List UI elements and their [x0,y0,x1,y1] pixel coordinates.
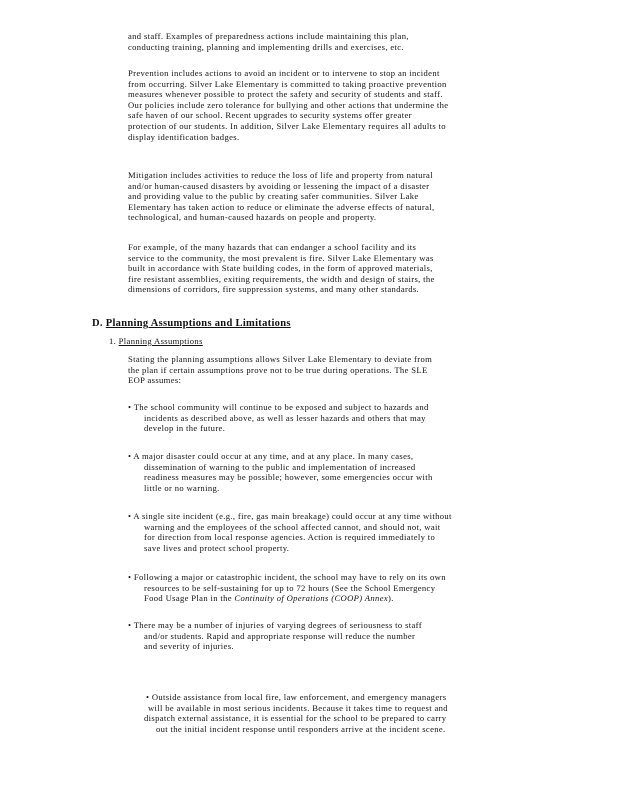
text-line: dimensions of corridors, fire suppression systems, and many other standards. [128,284,420,295]
text-line: Mitigation includes activities to reduce the loss of life and property from natural [128,170,433,180]
bullet-first-line: • Following a major or catastrophic incident, the school may have to rely on its own [128,572,446,582]
text-line: Elementary has taken action to reduce or eliminate the adverse effects of natural, [128,201,435,212]
bullet-first-line: • A single site incident (e.g., fire, gas main breakage) could occur at any time without [128,511,452,521]
prevention-paragraph [128,68,548,142]
text-line: safe haven of our school. Recent upgrades to security systems offer greater [128,110,412,121]
assumptions-intro-paragraph [128,354,548,386]
text-line: the plan if certain assumptions prove not to be true during operations. The SLE [128,364,428,375]
bullet-first-line: • A major disaster could occur at any time, and at any place. In many cases, [128,451,414,461]
text-line: Our policies include zero tolerance for bullying and other actions that undermine the [128,99,449,110]
assumption-bullet [128,572,548,604]
annex-reference: Continuity of Operations (COOP) Annex [234,593,389,604]
bullet-line: develop in the future. [144,423,226,434]
bullet-line: will be available in most serious incidents. Because it takes time to request and [148,702,448,713]
mitigation-paragraph [128,170,548,223]
text-line: conducting training, planning and implementing drills and exercises, etc. [128,41,404,52]
subsection-heading [109,336,203,346]
annex-line-prefix: Food Usage Plan in the [144,593,235,604]
text-line: Prevention includes actions to avoid an incident or to intervene to stop an incident [128,68,440,78]
bullet-line: readiness measures may be possible; however, some emergencies occur with [144,472,433,483]
text-line: For example, of the many hazards that can endanger a school facility and its [128,242,417,252]
bullet-line: dispatch external assistance, it is essential for the school to be prepared to carry [144,713,447,724]
bullet-line: for direction from local response agencies. Action is required immediately to [144,532,436,543]
text-line: EOP assumes: [128,375,182,386]
assumption-bullet [128,620,548,652]
text-line: display identification badges. [128,131,240,142]
bullet-line: little or no warning. [144,482,220,493]
bullet-line: warning and the employees of the school affected cannot, and should not, wait [144,521,441,532]
bullet-line-with-annex [128,593,548,604]
annex-line-suffix: ). [388,593,394,604]
assumption-bullet [128,402,548,434]
text-line: Stating the planning assumptions allows Silver Lake Elementary to deviate from [128,354,433,364]
bullet-line: and severity of injuries. [144,641,234,652]
section-heading [92,318,291,329]
text-line: measures whenever possible to protect the safety and security of students and staff. [128,89,443,100]
section-label: D. [92,318,103,329]
text-line: protection of our students. In addition, Silver Lake Elementary requires all adults to [128,120,446,131]
text-line: built in accordance with State building codes, in the form of approved materials, [128,263,433,274]
bullet-line: save lives and protect school property. [144,542,290,553]
text-line: technological, and human-caused hazards on people and property. [128,212,377,223]
text-line: and/or human-caused disasters by avoiding or lessening the impact of a disaster [128,180,430,191]
assumption-bullet [128,451,548,493]
bullet-first-line: • The school community will continue to be exposed and subject to hazards and [128,402,429,412]
text-line: and staff. Examples of preparedness actions include maintaining this plan, [128,31,409,41]
assumption-bullet [128,511,548,553]
subsection-label: 1. [109,336,117,346]
bullet-line: incidents as described above, as well as lesser hazards and others that may [144,412,426,423]
section-title: Planning Assumptions and Limitations [105,318,291,329]
text-line: from occurring. Silver Lake Elementary is committed to taking proactive prevention [128,78,447,89]
bullet-line: dissemination of warning to the public and implementation of increased [144,461,416,472]
text-line: fire resistant assemblies, exiting requirements, the width and design of stairs, the [128,273,435,284]
bullet-first-line: • There may be a number of injuries of varying degrees of seriousness to staff [128,620,422,630]
text-line: service to the community, the most prevalent is fire. Silver Lake Elementary was [128,252,434,263]
outside-assistance-bullet [144,692,554,734]
bullet-first-line: • Outside assistance from local fire, law enforcement, and emergency managers [146,692,447,702]
text-line: and providing value to the public by creating safer communities. Silver Lake [128,191,419,202]
bullet-line: resources to be self-sustaining for up to 72 hours (See the School Emergency [144,582,436,593]
bullet-line: and/or students. Rapid and appropriate response will reduce the number [144,630,416,641]
subsection-title: Planning Assumptions [118,336,203,346]
preparedness-paragraph-end [128,31,548,52]
fire-example-paragraph [128,242,548,295]
bullet-line: out the initial incident response until responders arrive at the incident scene. [156,723,446,734]
